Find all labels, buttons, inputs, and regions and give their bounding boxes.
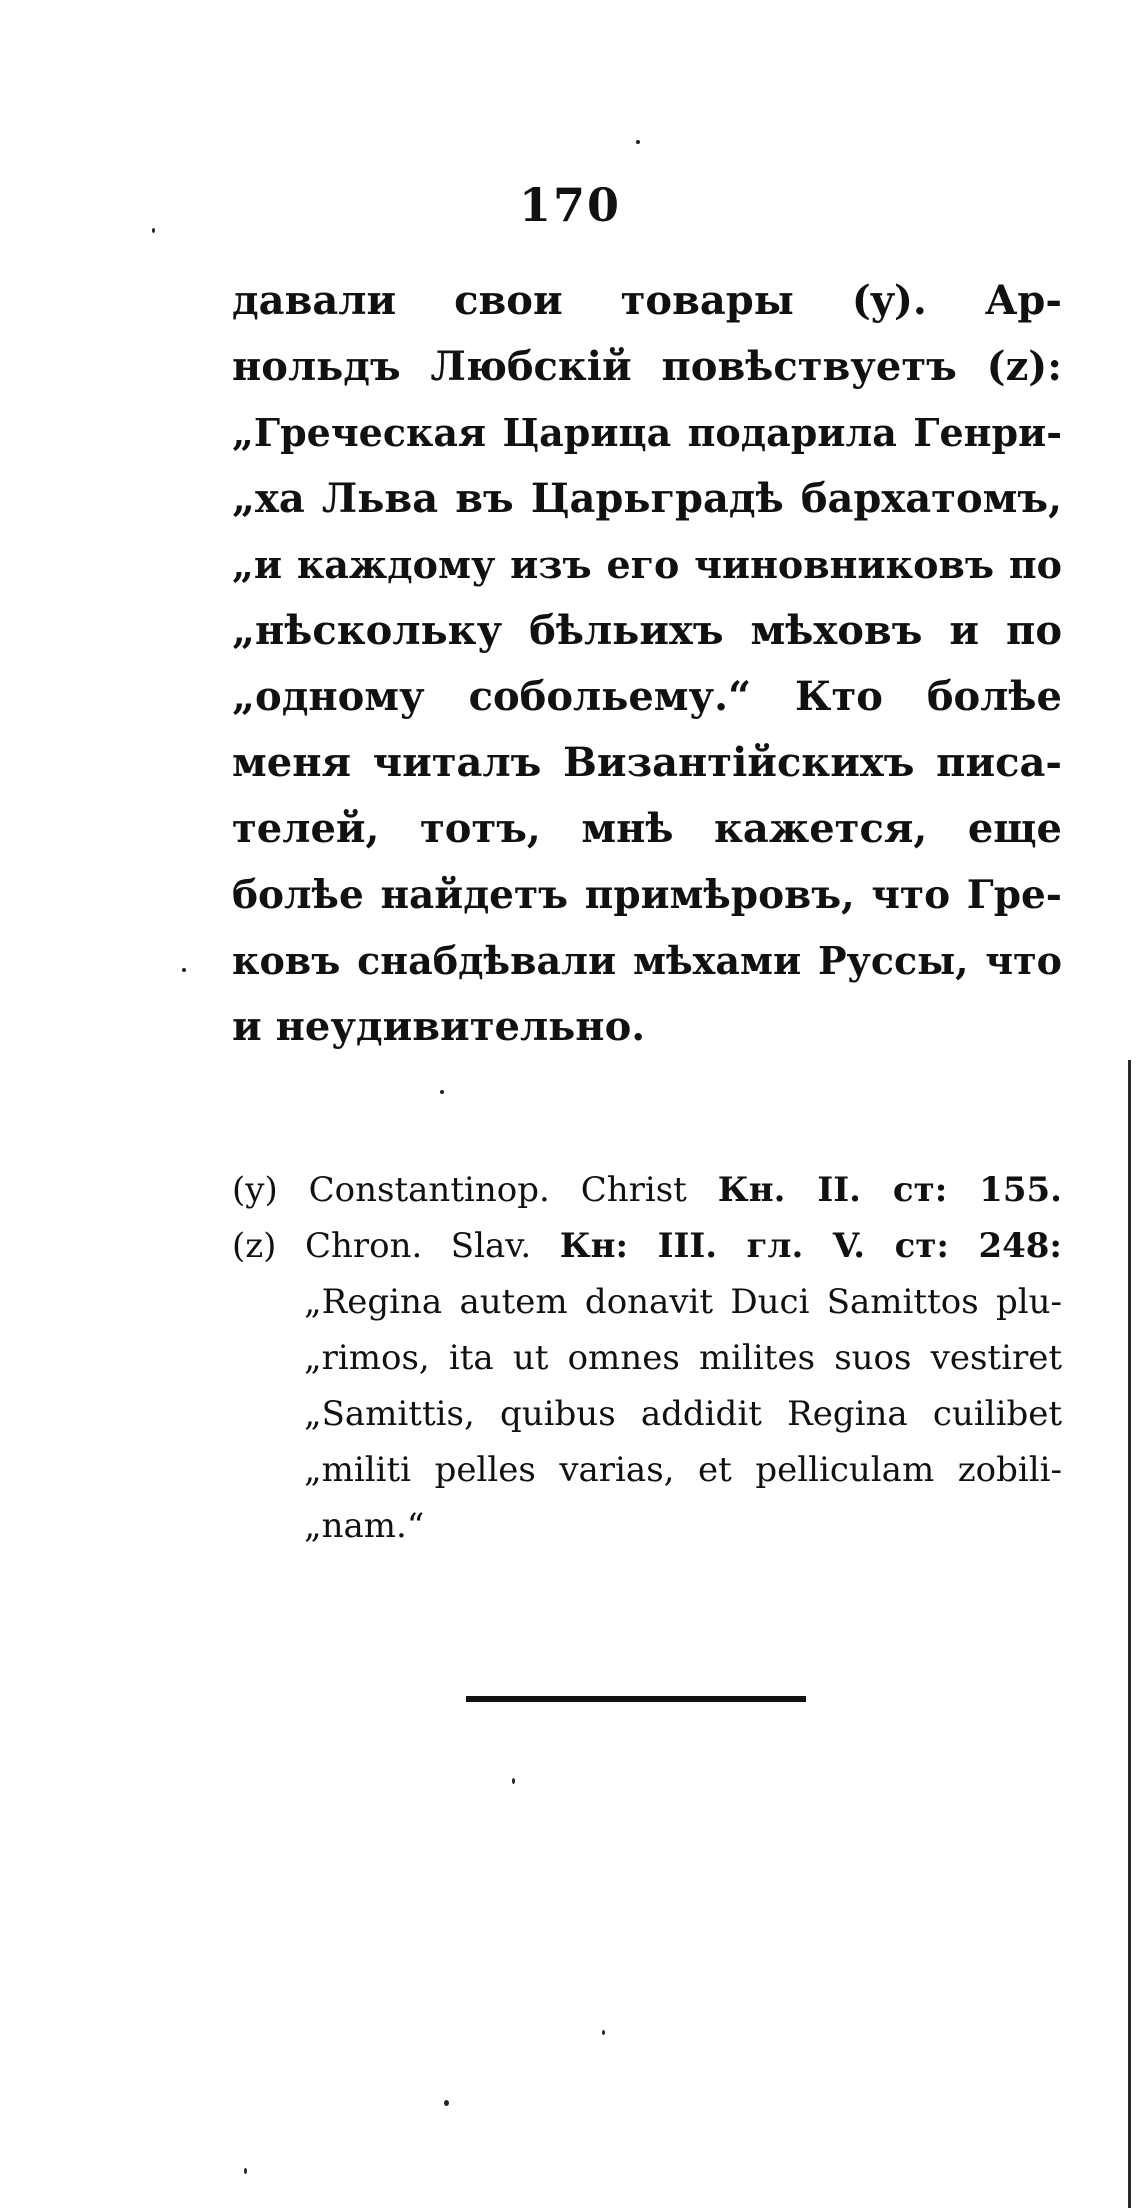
text-line: ковъ снабдѣвали мѣхами Руссы, что [232,938,1062,983]
footnote-quote-line: „rimos, ita ut omnes milites suos vestiret [304,1338,1062,1378]
text-line: „Греческая Царица подарила Генри- [232,410,1062,455]
footnote-quote-line: „militi pelles varias, et pelliculam zobili- [304,1450,1062,1490]
footnote-quote-line: „nam.“ [304,1506,425,1546]
footnote-y [232,1162,1062,1218]
scan-speck [152,228,155,233]
footnote-quote-line: „Samittis, quibus addidit Regina cuilibet [304,1394,1062,1434]
scan-speck [512,1778,515,1784]
main-text-block [232,268,1062,1060]
footnote-quote-line: „Regina autem donavit Duci Samittos plu- [304,1282,1062,1322]
text-line: телей, тотъ, мнѣ кажется, еще [232,805,1062,852]
text-line: „нѣскольку бѣльихъ мѣховъ и по [232,607,1062,654]
footnote-source: Chron. Slav. [304,1226,532,1266]
text-line: „одному собольему.“ Кто болѣе [232,673,1062,720]
scan-edge-line [1128,1060,1131,2208]
footnote-reference: Кн. II. ст: 155. [717,1170,1062,1210]
footnote-source: Constantinop. Christ [308,1170,687,1210]
section-end-rule [466,1696,806,1702]
text-line: и неудивительно. [232,1003,646,1050]
scan-speck [444,2100,449,2106]
scan-speck [602,2030,605,2035]
text-line: болѣе найдетъ примѣровъ, что Гре- [232,872,1062,918]
scan-speck [440,1090,444,1094]
footnotes [232,1162,1062,1554]
footnote-marker: (y) [232,1170,278,1210]
scan-speck [244,2168,247,2174]
footnote-marker: (z) [232,1226,277,1266]
page-number: 170 [518,178,622,232]
footnote-reference: Кн: III. гл. V. ст: 248: [559,1226,1062,1266]
text-line: давали свои товары (y). Ар- [232,277,1062,324]
scan-speck [182,968,186,972]
scan-speck [636,140,640,144]
text-line: меня читалъ Византійскихъ писа- [232,739,1062,786]
footnote-z [232,1218,1062,1274]
text-line: нольдъ Любскій повѣствуетъ (z): [232,343,1062,390]
text-line: „ха Льва въ Царьградѣ бархатомъ, [232,475,1062,522]
text-line: „и каждому изъ его чиновниковъ по [232,542,1062,587]
